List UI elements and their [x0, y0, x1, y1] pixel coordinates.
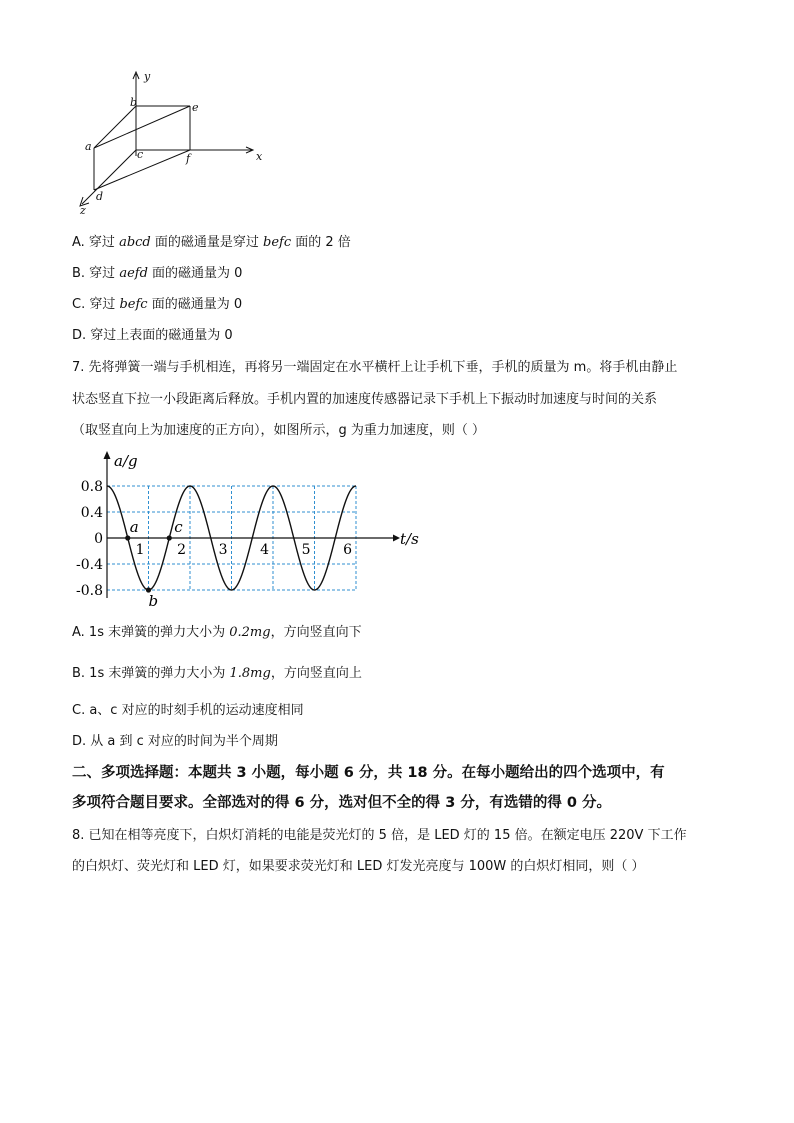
y-tick-label: 0.8: [80, 479, 103, 495]
x-axis-arrow: [393, 535, 400, 542]
point-a: [125, 535, 130, 540]
point-label-a: a: [85, 140, 92, 153]
q6-option-d: D. 穿过上表面的磁通量为 0: [72, 328, 233, 343]
q7-option-c: C. a、c 对应的时刻手机的运动速度相同: [72, 703, 304, 718]
y-tick-label: -0.4: [76, 557, 103, 573]
y-tick-label: -0.8: [76, 583, 103, 599]
magnetic-flux-figure: [70, 66, 270, 218]
y-axis-arrow: [104, 451, 111, 459]
x-axis-label: t/s: [400, 530, 419, 548]
x-tick-label: 6: [343, 542, 352, 558]
q7-stem-line-2: 状态竖直下拉一小段距离后释放。手机内置的加速度传感器记录下手机上下振动时加速度与时间的关系: [72, 392, 658, 407]
section2-line-2: 多项符合题目要求。全部选对的得 6 分，选对但不全的得 3 分，有选错的得 0 分。: [72, 795, 612, 811]
axis-label-z: z: [80, 204, 86, 217]
section2-line-1: 二、多项选择题：本题共 3 小题，每小题 6 分，共 18 分。在每小题给出的四个选项中，有: [72, 765, 665, 781]
point-c: [167, 535, 172, 540]
z-axis: [82, 150, 136, 204]
point-label-f: f: [186, 152, 191, 165]
x-tick-label: 1: [135, 542, 145, 558]
q6-option-a: A. 穿过 abcd 面的磁通量是穿过 befc 面的 2 倍: [72, 235, 351, 250]
x-tick-label: 5: [301, 542, 311, 558]
point-label-e: e: [192, 101, 199, 114]
edge-ba: [94, 106, 136, 148]
y-tick-label: 0: [94, 531, 103, 547]
q8-stem-line-2: 的白炽灯、荧光灯和 LED 灯，如果要求荧光灯和 LED 灯发光亮度与 100W 的白炽灯相同，则（ ）: [72, 859, 645, 874]
q6-option-c: C. 穿过 befc 面的磁通量为 0: [72, 297, 243, 312]
x-tick-label: 3: [218, 542, 228, 558]
point-label-a: a: [129, 518, 139, 536]
edge-ae: [94, 106, 190, 148]
y-axis-label: a/g: [114, 452, 138, 470]
x-tick-label: 2: [177, 542, 186, 558]
q7-option-b: B. 1s 末弹簧的弹力大小为 1.8mg，方向竖直向上: [72, 666, 362, 681]
point-label-b: b: [130, 96, 138, 109]
q7-stem-line-1: 7. 先将弹簧一端与手机相连，再将另一端固定在水平横杆上让手机下垂，手机的质量为 m。将手机由静止: [72, 360, 678, 375]
axis-label-x: x: [256, 150, 263, 163]
q7-option-a: A. 1s 末弹簧的弹力大小为 0.2mg，方向竖直向下: [72, 625, 362, 640]
point-label-c: c: [174, 518, 183, 536]
acceleration-time-chart: [70, 446, 430, 612]
q8-stem-line-1: 8. 已知在相等亮度下，白炽灯消耗的电能是荧光灯的 5 倍，是 LED 灯的 15 倍。在额定电压 220V 下工作: [72, 828, 687, 843]
point-label-c: c: [137, 148, 144, 161]
point-label-b: b: [148, 592, 159, 610]
y-tick-label: 0.4: [80, 505, 103, 521]
x-tick-label: 4: [260, 542, 269, 558]
q6-option-b: B. 穿过 aefd 面的磁通量为 0: [72, 266, 243, 281]
q7-option-d: D. 从 a 到 c 对应的时间为半个周期: [72, 734, 278, 749]
axis-label-y: y: [144, 70, 151, 83]
q7-stem-line-3: （取竖直向上为加速度的正方向），如图所示，g 为重力加速度，则（ ）: [72, 423, 486, 438]
point-label-d: d: [96, 190, 104, 203]
